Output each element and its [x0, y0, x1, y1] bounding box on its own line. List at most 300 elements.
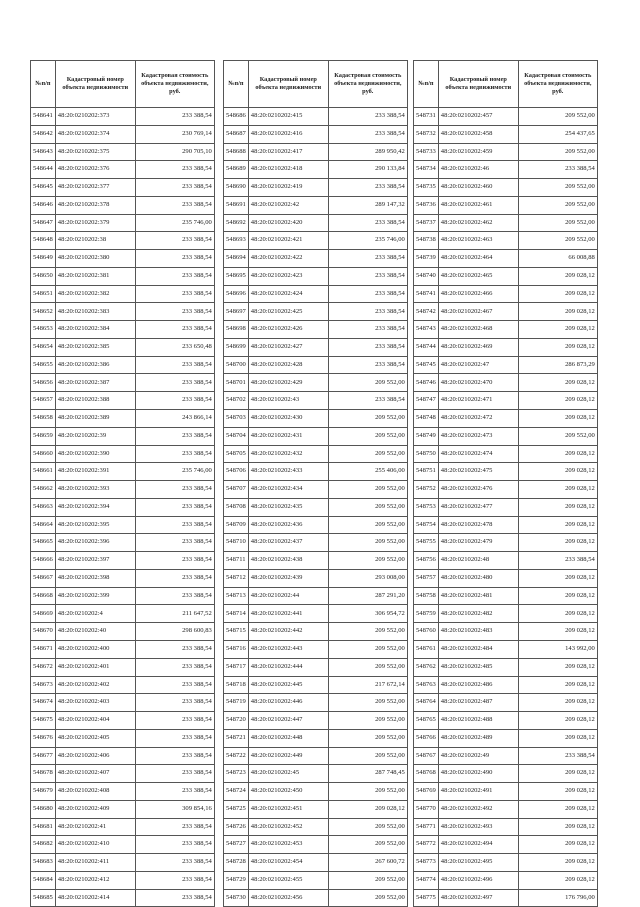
cadastral-number-cell: 48:20:0210202:388	[55, 392, 135, 410]
row-number-cell: 548760	[414, 623, 439, 641]
table-row	[31, 871, 215, 889]
cadastral-value-cell: 233 388,54	[135, 534, 214, 552]
cadastral-number-cell: 48:20:0210202:400	[55, 640, 135, 658]
cadastral-number-cell: 48:20:0210202:409	[55, 800, 135, 818]
table-row	[224, 392, 408, 410]
cadastral-value-cell: 209 028,12	[518, 818, 597, 836]
cadastral-value-cell: 233 388,54	[328, 392, 407, 410]
cadastral-number-cell: 48:20:0210202:457	[438, 108, 518, 126]
row-number-cell: 548748	[414, 410, 439, 428]
cadastral-number-cell: 48:20:0210202:481	[438, 587, 518, 605]
cadastral-value-cell: 306 954,72	[328, 605, 407, 623]
cadastral-number-cell: 48:20:0210202:383	[55, 303, 135, 321]
header-cadastral-value: Кадастровая стоимость объекта недвижимости, руб.	[328, 61, 407, 108]
table-row	[224, 552, 408, 570]
header-cadastral-number: Кадастровый номер объекта недвижимости	[438, 61, 518, 108]
cadastral-value-cell: 233 388,54	[135, 374, 214, 392]
cadastral-value-cell: 176 796,00	[518, 889, 597, 907]
table-row	[31, 712, 215, 730]
cadastral-number-cell: 48:20:0210202:460	[438, 179, 518, 197]
table-row	[224, 783, 408, 801]
table-row	[414, 605, 598, 623]
row-number-cell: 548757	[414, 569, 439, 587]
cadastral-number-cell: 48:20:0210202:453	[248, 836, 328, 854]
cadastral-number-cell: 48:20:0210202:375	[55, 143, 135, 161]
cadastral-number-cell: 48:20:0210202:444	[248, 658, 328, 676]
cadastral-value-cell: 233 388,54	[328, 125, 407, 143]
cadastral-value-cell: 233 388,54	[328, 179, 407, 197]
table-row	[31, 463, 215, 481]
cadastral-value-cell: 233 388,54	[328, 285, 407, 303]
cadastral-value-cell: 233 388,54	[135, 108, 214, 126]
cadastral-number-cell: 48:20:0210202:405	[55, 729, 135, 747]
cadastral-number-cell: 48:20:0210202:38	[55, 232, 135, 250]
row-number-cell: 548715	[224, 623, 249, 641]
cadastral-value-cell: 293 008,00	[328, 569, 407, 587]
row-number-cell: 548762	[414, 658, 439, 676]
row-number-cell: 548662	[31, 481, 56, 499]
table-row	[414, 623, 598, 641]
cadastral-value-cell: 233 388,54	[135, 179, 214, 197]
row-number-cell: 548726	[224, 818, 249, 836]
cadastral-value-cell: 233 388,54	[135, 729, 214, 747]
table-row	[31, 214, 215, 232]
cadastral-value-cell: 290 705,10	[135, 143, 214, 161]
row-number-cell: 548759	[414, 605, 439, 623]
table-row	[414, 179, 598, 197]
cadastral-value-cell: 209 552,00	[328, 729, 407, 747]
cadastral-value-cell: 209 552,00	[328, 445, 407, 463]
cadastral-value-cell: 233 388,54	[328, 321, 407, 339]
row-number-cell: 548711	[224, 552, 249, 570]
cadastral-number-cell: 48:20:0210202:381	[55, 267, 135, 285]
row-number-cell: 548659	[31, 427, 56, 445]
table-row	[414, 356, 598, 374]
cadastral-number-cell: 48:20:0210202:476	[438, 481, 518, 499]
cadastral-value-cell: 233 388,54	[135, 712, 214, 730]
cadastral-value-cell: 233 388,54	[135, 694, 214, 712]
cadastral-value-cell: 209 552,00	[518, 108, 597, 126]
row-number-cell: 548754	[414, 516, 439, 534]
cadastral-value-cell: 209 028,12	[518, 569, 597, 587]
table-header-row	[414, 61, 598, 108]
cadastral-value-cell: 233 388,54	[135, 516, 214, 534]
cadastral-value-cell: 289 950,42	[328, 143, 407, 161]
row-number-cell: 548755	[414, 534, 439, 552]
cadastral-value-cell: 209 028,12	[518, 498, 597, 516]
cadastral-value-cell: 233 388,54	[135, 658, 214, 676]
cadastral-number-cell: 48:20:0210202:373	[55, 108, 135, 126]
cadastral-value-cell: 233 388,54	[135, 356, 214, 374]
table-header-row	[31, 61, 215, 108]
row-number-cell: 548769	[414, 783, 439, 801]
cadastral-number-cell: 48:20:0210202:41	[55, 818, 135, 836]
cadastral-number-cell: 48:20:0210202:489	[438, 729, 518, 747]
cadastral-number-cell: 48:20:0210202:445	[248, 676, 328, 694]
cadastral-value-cell: 209 028,12	[518, 481, 597, 499]
table-row	[414, 712, 598, 730]
cadastral-value-cell: 233 388,54	[135, 250, 214, 268]
cadastral-number-cell: 48:20:0210202:442	[248, 623, 328, 641]
cadastral-number-cell: 48:20:0210202:42	[248, 196, 328, 214]
table-row	[224, 143, 408, 161]
cadastral-value-cell: 289 147,32	[328, 196, 407, 214]
table-row	[414, 427, 598, 445]
row-number-cell: 548653	[31, 321, 56, 339]
row-number-cell: 548714	[224, 605, 249, 623]
cadastral-value-cell: 233 388,54	[135, 161, 214, 179]
cadastral-value-cell: 209 552,00	[328, 783, 407, 801]
table-row	[31, 747, 215, 765]
cadastral-number-cell: 48:20:0210202:411	[55, 854, 135, 872]
cadastral-value-cell: 233 388,54	[135, 569, 214, 587]
cadastral-value-cell: 209 552,00	[328, 552, 407, 570]
table-row	[31, 889, 215, 907]
table-row	[414, 569, 598, 587]
cadastral-number-cell: 48:20:0210202:474	[438, 445, 518, 463]
table-row	[414, 143, 598, 161]
cadastral-number-cell: 48:20:0210202:438	[248, 552, 328, 570]
table-header-row	[224, 61, 408, 108]
cadastral-number-cell: 48:20:0210202:461	[438, 196, 518, 214]
cadastral-number-cell: 48:20:0210202:420	[248, 214, 328, 232]
row-number-cell: 548651	[31, 285, 56, 303]
row-number-cell: 548705	[224, 445, 249, 463]
row-number-cell: 548717	[224, 658, 249, 676]
table-row	[224, 498, 408, 516]
cadastral-value-cell: 209 552,00	[328, 640, 407, 658]
cadastral-value-cell: 243 866,14	[135, 410, 214, 428]
cadastral-value-cell: 233 388,54	[328, 303, 407, 321]
cadastral-number-cell: 48:20:0210202:426	[248, 321, 328, 339]
row-number-cell: 548704	[224, 427, 249, 445]
table-row	[224, 694, 408, 712]
cadastral-number-cell: 48:20:0210202:436	[248, 516, 328, 534]
cadastral-value-cell: 286 873,29	[518, 356, 597, 374]
cadastral-table-2	[223, 60, 408, 907]
row-number-cell: 548735	[414, 179, 439, 197]
cadastral-number-cell: 48:20:0210202:385	[55, 338, 135, 356]
cadastral-value-cell: 233 388,54	[135, 427, 214, 445]
row-number-cell: 548709	[224, 516, 249, 534]
cadastral-number-cell: 48:20:0210202:451	[248, 800, 328, 818]
table-row	[414, 640, 598, 658]
cadastral-number-cell: 48:20:0210202:468	[438, 321, 518, 339]
table-row	[224, 250, 408, 268]
table-row	[414, 410, 598, 428]
table-row	[31, 800, 215, 818]
table-row	[414, 694, 598, 712]
cadastral-value-cell: 209 028,12	[518, 836, 597, 854]
table-row	[224, 196, 408, 214]
cadastral-number-cell: 48:20:0210202:464	[438, 250, 518, 268]
cadastral-value-cell: 209 552,00	[328, 658, 407, 676]
table-row	[414, 587, 598, 605]
table-row	[224, 712, 408, 730]
table-row	[31, 552, 215, 570]
row-number-cell: 548678	[31, 765, 56, 783]
cadastral-value-cell: 209 552,00	[328, 694, 407, 712]
cadastral-value-cell: 209 028,12	[518, 445, 597, 463]
table-row	[414, 729, 598, 747]
table-row	[414, 108, 598, 126]
cadastral-number-cell: 48:20:0210202:387	[55, 374, 135, 392]
row-number-cell: 548729	[224, 871, 249, 889]
row-number-cell: 548745	[414, 356, 439, 374]
cadastral-number-cell: 48:20:0210202:423	[248, 267, 328, 285]
cadastral-value-cell: 233 388,54	[135, 498, 214, 516]
row-number-cell: 548645	[31, 179, 56, 197]
row-number-cell: 548708	[224, 498, 249, 516]
cadastral-value-cell: 267 600,72	[328, 854, 407, 872]
table-row	[31, 623, 215, 641]
cadastral-number-cell: 48:20:0210202:475	[438, 463, 518, 481]
table-row	[31, 481, 215, 499]
cadastral-number-cell: 48:20:0210202:404	[55, 712, 135, 730]
cadastral-number-cell: 48:20:0210202:448	[248, 729, 328, 747]
cadastral-number-cell: 48:20:0210202:497	[438, 889, 518, 907]
cadastral-number-cell: 48:20:0210202:465	[438, 267, 518, 285]
cadastral-value-cell: 233 388,54	[135, 392, 214, 410]
table-row	[224, 871, 408, 889]
cadastral-value-cell: 309 854,16	[135, 800, 214, 818]
header-cadastral-number: Кадастровый номер объекта недвижимости	[248, 61, 328, 108]
header-row-number: №п/п	[414, 61, 439, 108]
cadastral-value-cell: 209 028,12	[518, 463, 597, 481]
cadastral-value-cell: 233 388,54	[328, 214, 407, 232]
table-row	[31, 445, 215, 463]
row-number-cell: 548719	[224, 694, 249, 712]
row-number-cell: 548747	[414, 392, 439, 410]
cadastral-value-cell: 233 388,54	[135, 818, 214, 836]
row-number-cell: 548721	[224, 729, 249, 747]
cadastral-value-cell: 233 388,54	[328, 267, 407, 285]
cadastral-value-cell: 233 388,54	[135, 747, 214, 765]
row-number-cell: 548771	[414, 818, 439, 836]
cadastral-value-cell: 217 672,14	[328, 676, 407, 694]
row-number-cell: 548743	[414, 321, 439, 339]
table-row	[414, 676, 598, 694]
cadastral-value-cell: 233 388,54	[135, 445, 214, 463]
table-row	[31, 321, 215, 339]
row-number-cell: 548685	[31, 889, 56, 907]
table-row	[224, 179, 408, 197]
table-row	[31, 587, 215, 605]
cadastral-value-cell: 209 028,12	[518, 605, 597, 623]
cadastral-number-cell: 48:20:0210202:479	[438, 534, 518, 552]
cadastral-number-cell: 48:20:0210202:471	[438, 392, 518, 410]
cadastral-number-cell: 48:20:0210202:4	[55, 605, 135, 623]
row-number-cell: 548770	[414, 800, 439, 818]
row-number-cell: 548730	[224, 889, 249, 907]
cadastral-number-cell: 48:20:0210202:393	[55, 481, 135, 499]
cadastral-value-cell: 209 028,12	[518, 338, 597, 356]
row-number-cell: 548736	[414, 196, 439, 214]
cadastral-number-cell: 48:20:0210202:470	[438, 374, 518, 392]
cadastral-number-cell: 48:20:0210202:40	[55, 623, 135, 641]
row-number-cell: 548752	[414, 481, 439, 499]
table-row	[224, 303, 408, 321]
table-row	[31, 161, 215, 179]
row-number-cell: 548753	[414, 498, 439, 516]
cadastral-number-cell: 48:20:0210202:48	[438, 552, 518, 570]
cadastral-value-cell: 143 992,00	[518, 640, 597, 658]
cadastral-value-cell: 209 028,12	[518, 623, 597, 641]
row-number-cell: 548724	[224, 783, 249, 801]
table-row	[414, 552, 598, 570]
table-row	[414, 445, 598, 463]
cadastral-number-cell: 48:20:0210202:394	[55, 498, 135, 516]
row-number-cell: 548654	[31, 338, 56, 356]
cadastral-number-cell: 48:20:0210202:399	[55, 587, 135, 605]
table-row	[414, 836, 598, 854]
table-row	[31, 676, 215, 694]
row-number-cell: 548670	[31, 623, 56, 641]
row-number-cell: 548696	[224, 285, 249, 303]
row-number-cell: 548646	[31, 196, 56, 214]
table-row	[224, 587, 408, 605]
table-row	[31, 125, 215, 143]
table-row	[414, 125, 598, 143]
cadastral-number-cell: 48:20:0210202:496	[438, 871, 518, 889]
table-row	[31, 729, 215, 747]
cadastral-value-cell: 235 746,00	[135, 214, 214, 232]
cadastral-value-cell: 233 388,54	[135, 196, 214, 214]
table-row	[414, 463, 598, 481]
cadastral-number-cell: 48:20:0210202:467	[438, 303, 518, 321]
row-number-cell: 548702	[224, 392, 249, 410]
cadastral-number-cell: 48:20:0210202:490	[438, 765, 518, 783]
cadastral-value-cell: 211 647,52	[135, 605, 214, 623]
cadastral-value-cell: 209 028,12	[518, 658, 597, 676]
table-row	[31, 605, 215, 623]
table-row	[31, 196, 215, 214]
cadastral-table-1	[30, 60, 215, 907]
row-number-cell: 548690	[224, 179, 249, 197]
row-number-cell: 548686	[224, 108, 249, 126]
row-number-cell: 548650	[31, 267, 56, 285]
cadastral-number-cell: 48:20:0210202:454	[248, 854, 328, 872]
table-row	[414, 250, 598, 268]
cadastral-value-cell: 209 552,00	[518, 214, 597, 232]
table-row	[224, 658, 408, 676]
cadastral-number-cell: 48:20:0210202:434	[248, 481, 328, 499]
row-number-cell: 548703	[224, 410, 249, 428]
cadastral-number-cell: 48:20:0210202:410	[55, 836, 135, 854]
row-number-cell: 548764	[414, 694, 439, 712]
table-row	[414, 303, 598, 321]
table-row	[31, 108, 215, 126]
cadastral-number-cell: 48:20:0210202:376	[55, 161, 135, 179]
cadastral-value-cell: 230 769,14	[135, 125, 214, 143]
row-number-cell: 548734	[414, 161, 439, 179]
cadastral-number-cell: 48:20:0210202:406	[55, 747, 135, 765]
row-number-cell: 548641	[31, 108, 56, 126]
cadastral-number-cell: 48:20:0210202:458	[438, 125, 518, 143]
cadastral-number-cell: 48:20:0210202:441	[248, 605, 328, 623]
cadastral-number-cell: 48:20:0210202:488	[438, 712, 518, 730]
cadastral-number-cell: 48:20:0210202:380	[55, 250, 135, 268]
cadastral-number-cell: 48:20:0210202:415	[248, 108, 328, 126]
row-number-cell: 548720	[224, 712, 249, 730]
row-number-cell: 548664	[31, 516, 56, 534]
row-number-cell: 548750	[414, 445, 439, 463]
row-number-cell: 548731	[414, 108, 439, 126]
table-row	[31, 285, 215, 303]
table-row	[31, 658, 215, 676]
table-row	[224, 161, 408, 179]
cadastral-value-cell: 209 028,12	[328, 800, 407, 818]
cadastral-value-cell: 233 388,54	[518, 161, 597, 179]
cadastral-number-cell: 48:20:0210202:424	[248, 285, 328, 303]
cadastral-number-cell: 48:20:0210202:432	[248, 445, 328, 463]
cadastral-number-cell: 48:20:0210202:374	[55, 125, 135, 143]
cadastral-value-cell: 233 388,54	[135, 854, 214, 872]
table-row	[224, 729, 408, 747]
table-row	[31, 569, 215, 587]
row-number-cell: 548756	[414, 552, 439, 570]
cadastral-value-cell: 209 552,00	[328, 374, 407, 392]
row-number-cell: 548767	[414, 747, 439, 765]
row-number-cell: 548739	[414, 250, 439, 268]
row-number-cell: 548687	[224, 125, 249, 143]
cadastral-value-cell: 287 748,45	[328, 765, 407, 783]
table-row	[224, 463, 408, 481]
cadastral-number-cell: 48:20:0210202:495	[438, 854, 518, 872]
cadastral-number-cell: 48:20:0210202:487	[438, 694, 518, 712]
cadastral-value-cell: 254 437,65	[518, 125, 597, 143]
cadastral-value-cell: 209 028,12	[518, 765, 597, 783]
cadastral-value-cell: 209 552,00	[518, 232, 597, 250]
cadastral-value-cell: 233 388,54	[518, 552, 597, 570]
row-number-cell: 548643	[31, 143, 56, 161]
row-number-cell: 548768	[414, 765, 439, 783]
row-number-cell: 548744	[414, 338, 439, 356]
cadastral-value-cell: 233 388,54	[328, 356, 407, 374]
table-row	[31, 516, 215, 534]
cadastral-value-cell: 233 388,54	[518, 747, 597, 765]
table-row	[224, 623, 408, 641]
cadastral-value-cell: 209 552,00	[328, 818, 407, 836]
row-number-cell: 548666	[31, 552, 56, 570]
cadastral-value-cell: 209 552,00	[328, 516, 407, 534]
cadastral-value-cell: 209 552,00	[328, 747, 407, 765]
row-number-cell: 548688	[224, 143, 249, 161]
cadastral-value-cell: 233 388,54	[135, 232, 214, 250]
table-row	[414, 765, 598, 783]
cadastral-value-cell: 209 028,12	[518, 374, 597, 392]
table-row	[414, 871, 598, 889]
cadastral-value-cell: 209 028,12	[518, 516, 597, 534]
table-row	[31, 854, 215, 872]
header-row-number: №п/п	[224, 61, 249, 108]
cadastral-number-cell: 48:20:0210202:378	[55, 196, 135, 214]
row-number-cell: 548746	[414, 374, 439, 392]
cadastral-value-cell: 209 552,00	[328, 871, 407, 889]
cadastral-number-cell: 48:20:0210202:390	[55, 445, 135, 463]
table-row	[31, 143, 215, 161]
table-row	[224, 889, 408, 907]
table-row	[414, 232, 598, 250]
row-number-cell: 548765	[414, 712, 439, 730]
cadastral-value-cell: 233 388,54	[135, 587, 214, 605]
row-number-cell: 548710	[224, 534, 249, 552]
table-row	[224, 640, 408, 658]
cadastral-number-cell: 48:20:0210202:482	[438, 605, 518, 623]
cadastral-number-cell: 48:20:0210202:382	[55, 285, 135, 303]
row-number-cell: 548751	[414, 463, 439, 481]
table-row	[224, 267, 408, 285]
